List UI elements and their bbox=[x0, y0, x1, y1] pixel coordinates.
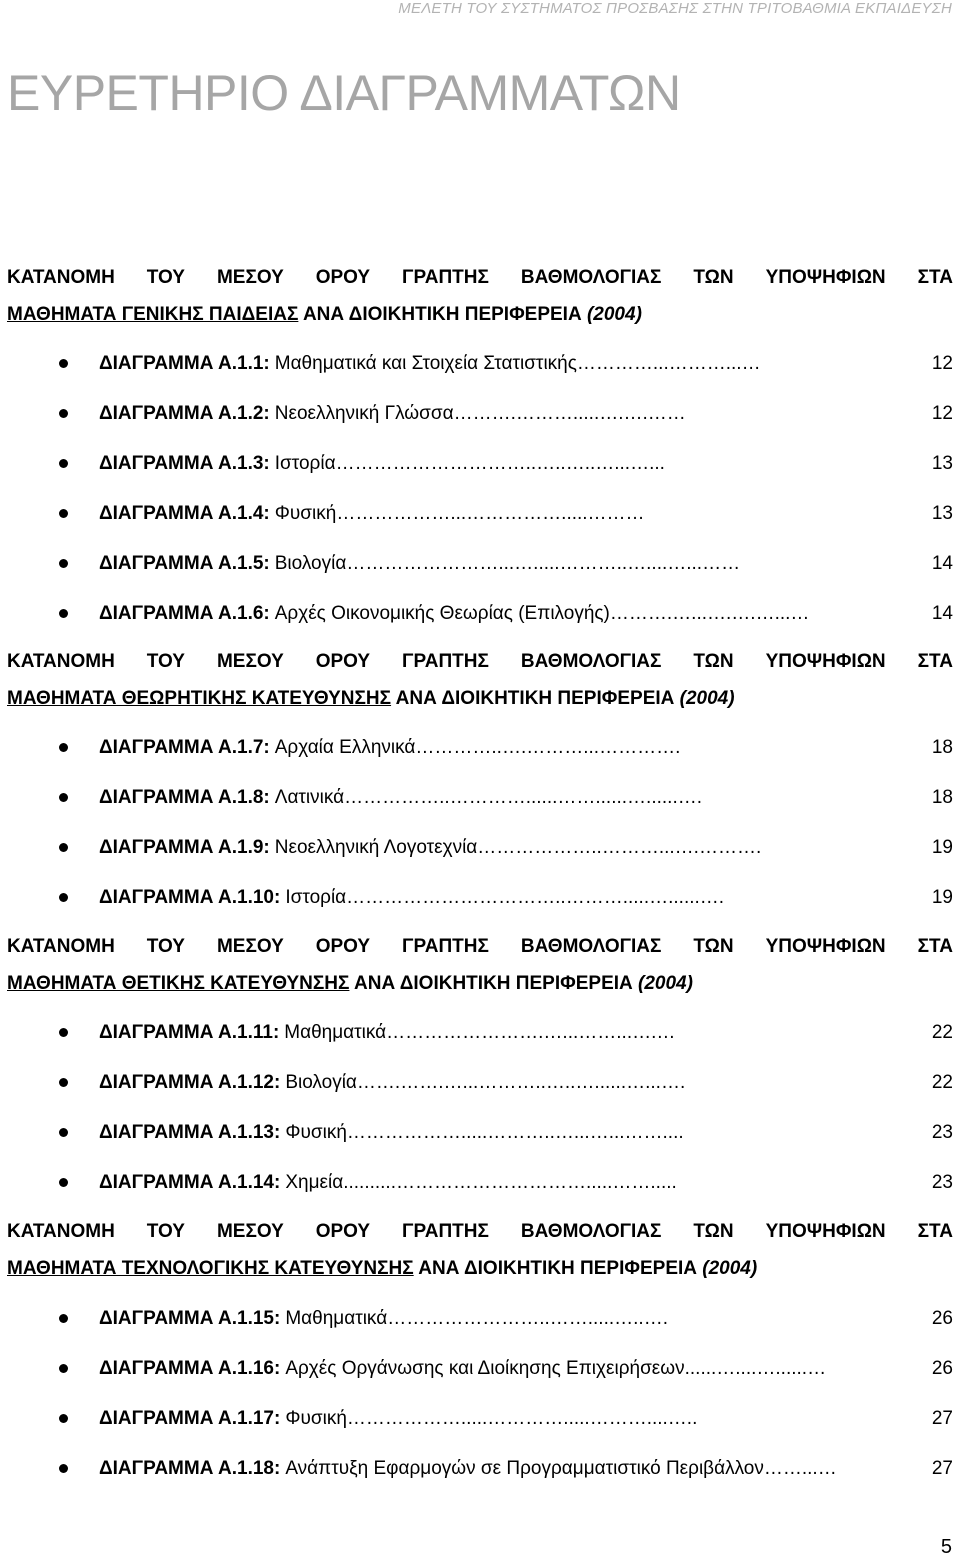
bullet-icon bbox=[59, 793, 68, 802]
toc-entry[interactable]: ΔΙΑΓΡΑΜΜΑ Α.1.6: Αρχές Οικονομικής Θεωρίας (Επιλογής) ……….…...….….…...… 14 bbox=[0, 602, 953, 652]
toc-entry[interactable]: ΔΙΑΓΡΑΜΜΑ Α.1.7: Αρχαία Ελληνικά …………..….………...…………. 18 bbox=[0, 736, 953, 786]
bullet-icon bbox=[59, 1364, 68, 1373]
bullet-icon bbox=[59, 1178, 68, 1187]
toc-entry[interactable]: ΔΙΑΓΡΑΜΜΑ Α.1.17: Φυσική ……………….....………….....………....….. 27 bbox=[0, 1407, 953, 1457]
toc-entry[interactable]: ΔΙΑΓΡΑΜΜΑ Α.1.3: Ιστορία …………………………..…..…..…...…... 13 bbox=[0, 452, 953, 502]
bullet-icon bbox=[59, 1314, 68, 1323]
bullet-icon bbox=[59, 609, 68, 618]
toc-entry[interactable]: ΔΙΑΓΡΑΜΜΑ Α.1.10: Ιστορία ……………………………..……….....…......…. 19 bbox=[0, 886, 953, 936]
toc-entry[interactable]: ΔΙΑΓΡΑΜΜΑ Α.1.14: Χημεία ..........………………………….....……..... 23 bbox=[0, 1171, 953, 1221]
section-heading bbox=[7, 1220, 953, 1281]
section-heading-line1: ΚΑΤΑΝΟΜΗ ΤΟΥ ΜΕΣΟΥ ΟΡΟΥ ΓΡΑΠΤΗΣ ΒΑΘΜΟΛΟΓΙΑΣ ΤΩΝ ΥΠΟΨΗΦΙΩΝ ΣΤΑ bbox=[7, 936, 953, 957]
section-heading-line2: ΜΑΘΗΜΑΤΑ ΘΕΩΡΗΤΙΚΗΣ ΚΑΤΕΥΘΥΝΣΗΣ ΑΝΑ ΔΙΟΙΚΗΤΙΚΗ ΠΕΡΙΦΕΡΕΙΑ (2004) bbox=[7, 688, 735, 709]
bullet-icon bbox=[59, 359, 68, 368]
toc-list bbox=[0, 352, 953, 652]
section-heading-line2: ΜΑΘΗΜΑΤΑ ΘΕΤΙΚΗΣ ΚΑΤΕΥΘΥΝΣΗΣ ΑΝΑ ΔΙΟΙΚΗΤΙΚΗ ΠΕΡΙΦΕΡΕΙΑ (2004) bbox=[7, 973, 693, 994]
bullet-icon bbox=[59, 1028, 68, 1037]
bullet-icon bbox=[59, 1078, 68, 1087]
toc-entry[interactable]: ΔΙΑΓΡΑΜΜΑ Α.1.5: Βιολογία ……………………...….....………..…....…...…… 14 bbox=[0, 552, 953, 602]
bullet-icon bbox=[59, 1464, 68, 1473]
section-heading-line1: ΚΑΤΑΝΟΜΗ ΤΟΥ ΜΕΣΟΥ ΟΡΟΥ ΓΡΑΠΤΗΣ ΒΑΘΜΟΛΟΓΙΑΣ ΤΩΝ ΥΠΟΨΗΦΙΩΝ ΣΤΑ bbox=[7, 1221, 953, 1242]
section-heading bbox=[7, 935, 953, 996]
section-heading-line1: ΚΑΤΑΝΟΜΗ ΤΟΥ ΜΕΣΟΥ ΟΡΟΥ ΓΡΑΠΤΗΣ ΒΑΘΜΟΛΟΓΙΑΣ ΤΩΝ ΥΠΟΨΗΦΙΩΝ ΣΤΑ bbox=[7, 267, 953, 288]
bullet-icon bbox=[59, 1128, 68, 1137]
bullet-icon bbox=[59, 843, 68, 852]
toc-entry[interactable]: ΔΙΑΓΡΑΜΜΑ Α.1.16: Αρχές Οργάνωσης και Διοίκησης Επιχειρήσεων ......…....…......… 26 bbox=[0, 1357, 953, 1407]
toc-entry[interactable]: ΔΙΑΓΡΑΜΜΑ Α.1.4: Φυσική ………………...…………….....……… 13 bbox=[0, 502, 953, 552]
section-heading bbox=[7, 266, 953, 327]
toc-list bbox=[0, 1307, 953, 1507]
toc-entry[interactable]: ΔΙΑΓΡΑΜΜΑ Α.1.9: Νεοελληνική Λογοτεχνία ………………..………...….………. 19 bbox=[0, 836, 953, 886]
bullet-icon bbox=[59, 559, 68, 568]
toc-entry[interactable]: ΔΙΑΓΡΑΜΜΑ Α.1.13: Φυσική ……………….....………..…...…...…….... 23 bbox=[0, 1121, 953, 1171]
toc-entry[interactable]: ΔΙΑΓΡΑΜΜΑ Α.1.15: Μαθηματικά ……………………..…….....…..…. 26 bbox=[0, 1307, 953, 1357]
toc-list bbox=[0, 1021, 953, 1221]
bullet-icon bbox=[59, 409, 68, 418]
toc-list bbox=[0, 736, 953, 936]
section-heading-line2: ΜΑΘΗΜΑΤΑ ΓΕΝΙΚΗΣ ΠΑΙΔΕΙΑΣ ΑΝΑ ΔΙΟΙΚΗΤΙΚΗ ΠΕΡΙΦΕΡΕΙΑ (2004) bbox=[7, 304, 642, 325]
bullet-icon bbox=[59, 509, 68, 518]
bullet-icon bbox=[59, 893, 68, 902]
toc-entry[interactable]: ΔΙΑΓΡΑΜΜΑ Α.1.1: Μαθηματικά και Στοιχεία Στατιστικής …………...………...… 12 bbox=[0, 352, 953, 402]
page-number: 5 bbox=[940, 1536, 952, 1558]
bullet-icon bbox=[59, 1414, 68, 1423]
bullet-icon bbox=[59, 459, 68, 468]
toc-entry[interactable]: ΔΙΑΓΡΑΜΜΑ Α.1.12: Βιολογία …….…….…...………..…..…......…...…. 22 bbox=[0, 1071, 953, 1121]
toc-entry[interactable]: ΔΙΑΓΡΑΜΜΑ Α.1.18: Ανάπτυξη Εφαρμογών σε Προγραμματιστικό Περιβάλλον ……...… 27 bbox=[0, 1457, 953, 1507]
toc-entry[interactable]: ΔΙΑΓΡΑΜΜΑ Α.1.2: Νεοελληνική Γλώσσα ……….……….....….….…… 12 bbox=[0, 402, 953, 452]
section-heading-line2: ΜΑΘΗΜΑΤΑ ΤΕΧΝΟΛΟΓΙΚΗΣ ΚΑΤΕΥΘΥΝΣΗΣ ΑΝΑ ΔΙΟΙΚΗΤΙΚΗ ΠΕΡΙΦΕΡΕΙΑ (2004) bbox=[7, 1258, 758, 1279]
section-heading-line1: ΚΑΤΑΝΟΜΗ ΤΟΥ ΜΕΣΟΥ ΟΡΟΥ ΓΡΑΠΤΗΣ ΒΑΘΜΟΛΟΓΙΑΣ ΤΩΝ ΥΠΟΨΗΦΙΩΝ ΣΤΑ bbox=[7, 651, 953, 672]
running-header: ΜΕΛΕΤΗ ΤΟΥ ΣΥΣΤΗΜΑΤΟΣ ΠΡΟΣΒΑΣΗΣ ΣΤΗΝ ΤΡΙΤΟΒΑΘΜΙΑ ΕΚΠΑΙΔΕΥΣΗ bbox=[398, 0, 952, 17]
bullet-icon bbox=[59, 743, 68, 752]
page-title: ΕΥΡΕΤΗΡΙΟ ΔΙΑΓΡΑΜΜΑΤΩΝ bbox=[7, 65, 681, 121]
toc-entry[interactable]: ΔΙΑΓΡΑΜΜΑ Α.1.8: Λατινικά ……………..…………......……......…......…. 18 bbox=[0, 786, 953, 836]
section-heading bbox=[7, 650, 953, 711]
toc-entry[interactable]: ΔΙΑΓΡΑΜΜΑ Α.1.11: Μαθηματικά …………………….…...……...….… 22 bbox=[0, 1021, 953, 1071]
